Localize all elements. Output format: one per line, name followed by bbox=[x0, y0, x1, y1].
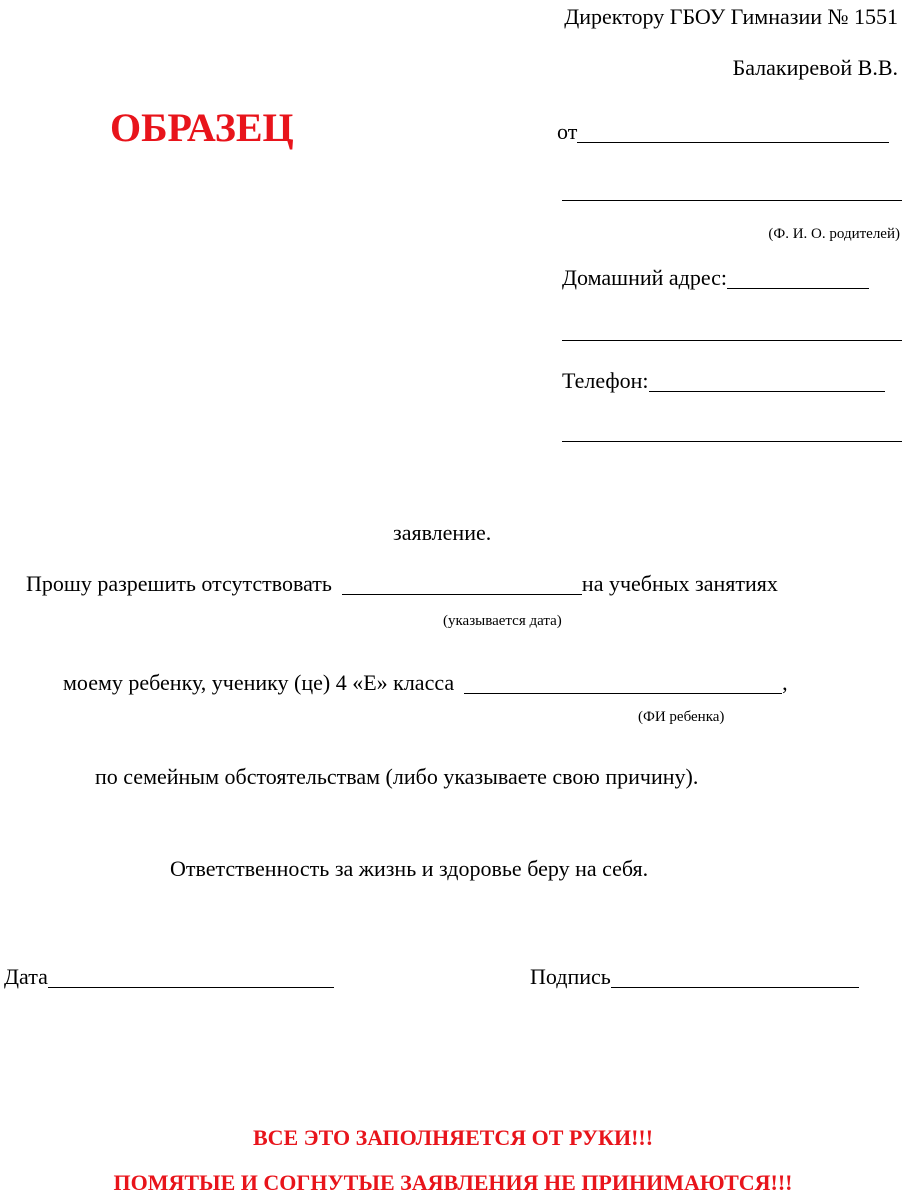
address-row bbox=[562, 267, 869, 289]
from-label: от bbox=[557, 119, 578, 144]
sample-stamp: ОБРАЗЕЦ bbox=[110, 105, 294, 150]
request-line-1 bbox=[26, 573, 778, 595]
handwritten-warning: ВСЕ ЭТО ЗАПОЛНЯЕТСЯ ОТ РУКИ!!! bbox=[252, 1125, 654, 1150]
fio-hint: (Ф. И. О. родителей) bbox=[768, 226, 900, 242]
absence-date-field[interactable] bbox=[342, 576, 582, 595]
addressee-name: Балакиревой В.В. bbox=[732, 55, 898, 80]
request-line-2 bbox=[63, 672, 788, 694]
reason-text: по семейным обстоятельствам (либо указываете свою причину). bbox=[95, 764, 699, 789]
responsibility-text: Ответственность за жизнь и здоровье беру на себя. bbox=[170, 856, 649, 881]
request-suffix: на учебных занятиях bbox=[581, 571, 778, 596]
date-label: Дата bbox=[4, 964, 48, 989]
child-class-text: моему ребенку, ученику (це) 4 «Е» класса bbox=[63, 670, 455, 695]
comma: , bbox=[782, 670, 788, 695]
request-prefix: Прошу разрешить отсутствовать bbox=[26, 571, 332, 596]
phone-row bbox=[562, 370, 885, 392]
date-field-line[interactable] bbox=[48, 969, 334, 988]
address-label: Домашний адрес: bbox=[562, 265, 728, 290]
child-hint: (ФИ ребенка) bbox=[638, 709, 725, 725]
signature-row bbox=[530, 966, 859, 988]
signature-label: Подпись bbox=[530, 964, 611, 989]
from-field-line[interactable] bbox=[577, 124, 889, 143]
addressee-title: Директору ГБОУ Гимназии № 1551 bbox=[564, 4, 898, 29]
child-name-field[interactable] bbox=[464, 675, 782, 694]
date-row bbox=[4, 966, 334, 988]
document-title: заявление. bbox=[393, 520, 492, 545]
from-field-line-2[interactable] bbox=[562, 200, 902, 201]
date-hint: (указывается дата) bbox=[443, 613, 562, 629]
phone-field-line[interactable] bbox=[649, 373, 885, 392]
address-field-line-2[interactable] bbox=[562, 340, 902, 341]
phone-field-line-2[interactable] bbox=[562, 441, 902, 442]
from-row bbox=[557, 121, 889, 143]
phone-label: Телефон: bbox=[562, 368, 649, 393]
signature-field-line[interactable] bbox=[611, 969, 859, 988]
crumpled-warning: ПОМЯТЫЕ И СОГНУТЫЕ ЗАЯВЛЕНИЯ НЕ ПРИНИМАЮТСЯ!!! bbox=[113, 1170, 793, 1195]
address-field-line[interactable] bbox=[727, 270, 869, 289]
